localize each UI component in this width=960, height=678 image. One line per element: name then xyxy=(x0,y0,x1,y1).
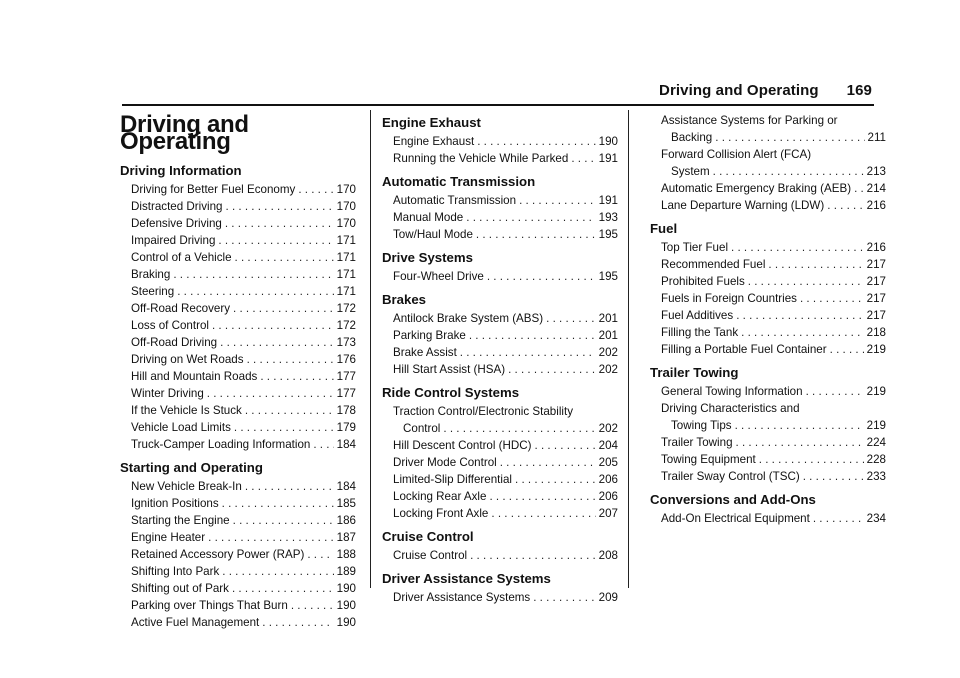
toc-entry-page: 184 xyxy=(336,438,356,451)
toc-entry-page: 179 xyxy=(336,421,356,434)
toc-entry-label: Defensive Driving xyxy=(131,217,222,230)
toc-entry-label: Driver Assistance Systems xyxy=(393,591,531,604)
toc-entry-page: 190 xyxy=(598,135,618,148)
toc-entry-label: Running the Vehicle While Parked xyxy=(393,152,569,165)
dot-leader xyxy=(233,512,334,529)
toc-entry[interactable] xyxy=(650,324,886,341)
dot-leader xyxy=(500,454,596,471)
toc-entry[interactable] xyxy=(650,197,886,214)
toc-entry-page: 195 xyxy=(598,228,618,241)
dot-leader xyxy=(245,402,334,419)
toc-entry-page: 206 xyxy=(598,490,618,503)
toc-entry[interactable] xyxy=(120,351,356,368)
toc-entry[interactable] xyxy=(650,307,886,324)
toc-entry-label: If the Vehicle Is Stuck xyxy=(131,404,242,417)
toc-entry-label: Cruise Control xyxy=(393,549,468,562)
toc-entry-page: 191 xyxy=(598,152,618,165)
dot-leader xyxy=(234,419,334,436)
toc-entry-page: 216 xyxy=(866,241,886,254)
dot-leader xyxy=(262,614,333,631)
toc-entry-page: 170 xyxy=(336,217,356,230)
toc-entry-label: Filling the Tank xyxy=(661,326,739,339)
toc-entry[interactable] xyxy=(120,300,356,317)
toc-entry-label: Four-Wheel Drive xyxy=(393,270,484,283)
toc-entry-page: 233 xyxy=(866,470,886,483)
dot-leader xyxy=(713,163,864,180)
toc-entry-page: 207 xyxy=(598,507,618,520)
dot-leader xyxy=(803,468,864,485)
toc-entry-label: Top Tier Fuel xyxy=(661,241,729,254)
toc-entry-page: 208 xyxy=(598,549,618,562)
dot-leader xyxy=(748,273,864,290)
toc-entry[interactable] xyxy=(382,226,618,243)
toc-entry[interactable] xyxy=(120,215,356,232)
toc-entry-label-line1: Forward Collision Alert (FCA) xyxy=(661,148,812,161)
toc-entry[interactable] xyxy=(382,403,618,437)
toc-entry[interactable] xyxy=(382,437,618,454)
toc-entry-page: 186 xyxy=(336,514,356,527)
dot-leader xyxy=(220,334,334,351)
dot-leader xyxy=(759,451,864,468)
running-header-chapter: Driving and Operating xyxy=(659,82,819,99)
dot-leader xyxy=(813,510,864,527)
toc-entry-label: Tow/Haul Mode xyxy=(393,228,473,241)
toc-entry-page: 216 xyxy=(866,199,886,212)
toc-section xyxy=(650,112,886,214)
dot-leader xyxy=(247,351,334,368)
toc-entry-label: Fuel Additives xyxy=(661,309,734,322)
toc-entry[interactable] xyxy=(120,317,356,334)
toc-entry-label-line1: Driving Characteristics and xyxy=(661,402,800,415)
dot-leader xyxy=(212,317,334,334)
toc-entry-label: Control xyxy=(403,422,441,435)
toc-entry[interactable] xyxy=(650,239,886,256)
toc-entry-label: Parking Brake xyxy=(393,329,466,342)
running-header xyxy=(659,82,872,99)
toc-section xyxy=(382,249,618,285)
column-divider xyxy=(370,110,371,588)
toc-entry-label-line1: Assistance Systems for Parking or xyxy=(661,114,838,127)
toc-entry-page: 219 xyxy=(866,419,886,432)
toc-entry-page: 171 xyxy=(336,268,356,281)
toc-section xyxy=(650,491,886,527)
toc-entry-page: 213 xyxy=(866,165,886,178)
toc-entry-page: 217 xyxy=(866,309,886,322)
dot-leader xyxy=(260,368,333,385)
toc-entry-page: 178 xyxy=(336,404,356,417)
toc-entry[interactable] xyxy=(120,614,356,631)
toc-entry[interactable] xyxy=(382,361,618,378)
toc-column-1 xyxy=(120,112,356,637)
dot-leader xyxy=(222,563,333,580)
toc-entry[interactable] xyxy=(120,478,356,495)
toc-section xyxy=(382,384,618,522)
section-title: Starting and Operating xyxy=(120,460,263,475)
toc-entry-page: 205 xyxy=(598,456,618,469)
toc-entry-page: 170 xyxy=(336,200,356,213)
toc-entry-page: 214 xyxy=(866,182,886,195)
toc-entry-label: Hill Start Assist (HSA) xyxy=(393,363,506,376)
toc-entry-page: 228 xyxy=(866,453,886,466)
toc-section xyxy=(120,459,356,631)
toc-entry-label: Shifting Into Park xyxy=(131,565,220,578)
toc-entry-label: Trailer Sway Control (TSC) xyxy=(661,470,800,483)
dot-leader xyxy=(476,226,596,243)
toc-entry-label: Hill and Mountain Roads xyxy=(131,370,258,383)
toc-entry-page: 170 xyxy=(336,183,356,196)
toc-entry-label: Truck-Camper Loading Information xyxy=(131,438,311,451)
dot-leader xyxy=(466,209,595,226)
dot-leader xyxy=(307,546,333,563)
toc-entry-page: 184 xyxy=(336,480,356,493)
toc-entry[interactable] xyxy=(120,546,356,563)
toc-entry[interactable] xyxy=(120,266,356,283)
toc-entry[interactable] xyxy=(120,249,356,266)
toc-entry[interactable] xyxy=(120,232,356,249)
toc-entry-label: Lane Departure Warning (LDW) xyxy=(661,199,825,212)
toc-entry[interactable] xyxy=(650,400,886,434)
dot-leader xyxy=(736,307,863,324)
toc-entry-page: 177 xyxy=(336,387,356,400)
toc-entry[interactable] xyxy=(650,510,886,527)
toc-entry-page: 188 xyxy=(336,548,356,561)
toc-entry-label: Starting the Engine xyxy=(131,514,230,527)
section-title: Ride Control Systems xyxy=(382,385,520,400)
toc-entry[interactable] xyxy=(120,529,356,546)
dot-leader xyxy=(515,471,596,488)
dot-leader xyxy=(487,268,596,285)
toc-entry-page: 171 xyxy=(336,234,356,247)
toc-entry-label: Locking Rear Axle xyxy=(393,490,487,503)
toc-entry[interactable] xyxy=(382,488,618,505)
toc-entry-label: Control of a Vehicle xyxy=(131,251,232,264)
toc-entry[interactable] xyxy=(120,385,356,402)
toc-entry-label: Filling a Portable Fuel Container xyxy=(661,343,827,356)
dot-leader xyxy=(469,327,596,344)
toc-section xyxy=(382,173,618,243)
toc-entry-page: 202 xyxy=(598,363,618,376)
toc-entry-label: Manual Mode xyxy=(393,211,464,224)
toc-entry[interactable] xyxy=(120,334,356,351)
toc-entry-page: 176 xyxy=(336,353,356,366)
toc-entry[interactable] xyxy=(650,341,886,358)
dot-leader xyxy=(827,197,863,214)
running-header-page-number: 169 xyxy=(846,82,872,99)
toc-entry-page: 202 xyxy=(598,422,618,435)
toc-entry[interactable] xyxy=(120,512,356,529)
toc-entry-label: Engine Exhaust xyxy=(393,135,475,148)
toc-entry-label: Towing Equipment xyxy=(661,453,756,466)
dot-leader xyxy=(854,180,864,197)
dot-leader xyxy=(218,232,333,249)
toc-entry[interactable] xyxy=(382,454,618,471)
dot-leader xyxy=(477,133,595,150)
toc-entry-page: 193 xyxy=(598,211,618,224)
toc-entry-label: Parking over Things That Burn xyxy=(131,599,288,612)
toc-entry-page: 219 xyxy=(866,385,886,398)
dot-leader xyxy=(519,192,596,209)
toc-entry-page: 190 xyxy=(336,616,356,629)
toc-entry[interactable] xyxy=(382,547,618,564)
toc-entry[interactable] xyxy=(382,209,618,226)
section-title: Brakes xyxy=(382,292,426,307)
toc-entry-page: 204 xyxy=(598,439,618,452)
toc-entry[interactable] xyxy=(120,563,356,580)
toc-entry-label-line1: Traction Control/Electronic Stability xyxy=(393,405,573,418)
dot-leader xyxy=(535,437,596,454)
toc-entry-label: Shifting out of Park xyxy=(131,582,229,595)
toc-entry-label: Towing Tips xyxy=(671,419,732,432)
toc-entry[interactable] xyxy=(382,150,618,167)
toc-entry[interactable] xyxy=(382,133,618,150)
toc-entry-label: Limited-Slip Differential xyxy=(393,473,512,486)
toc-column-2 xyxy=(382,112,618,612)
section-title: Automatic Transmission xyxy=(382,174,536,189)
section-title: Cruise Control xyxy=(382,529,474,544)
toc-entry[interactable] xyxy=(650,112,886,146)
column-divider xyxy=(628,110,629,588)
toc-column-3 xyxy=(650,112,886,533)
toc-entry-label: Backing xyxy=(671,131,713,144)
toc-entry[interactable] xyxy=(120,283,356,300)
toc-entry[interactable] xyxy=(120,436,356,453)
toc-entry-page: 190 xyxy=(336,582,356,595)
toc-section xyxy=(650,220,886,358)
toc-entry-page: 172 xyxy=(336,302,356,315)
section-title: Drive Systems xyxy=(382,250,473,265)
section-title: Fuel xyxy=(650,221,678,236)
toc-entry[interactable] xyxy=(120,419,356,436)
toc-entry[interactable] xyxy=(382,505,618,522)
toc-entry-label: Automatic Emergency Braking (AEB) xyxy=(661,182,852,195)
toc-entry[interactable] xyxy=(120,495,356,512)
toc-entry-label: Driving for Better Fuel Economy xyxy=(131,183,296,196)
toc-entry-label: System xyxy=(671,165,710,178)
toc-entry-label: Trailer Towing xyxy=(661,436,733,449)
toc-entry-page: 218 xyxy=(866,326,886,339)
section-title: Engine Exhaust xyxy=(382,115,481,130)
dot-leader xyxy=(731,239,864,256)
toc-entry[interactable] xyxy=(650,468,886,485)
dot-leader xyxy=(470,547,596,564)
toc-entry[interactable] xyxy=(650,146,886,180)
toc-entry-label: Ignition Positions xyxy=(131,497,219,510)
toc-entry-page: 217 xyxy=(866,258,886,271)
toc-entry-label: Distracted Driving xyxy=(131,200,223,213)
toc-entry-page: 209 xyxy=(598,591,618,604)
section-title: Conversions and Add-Ons xyxy=(650,492,816,507)
toc-entry-page: 219 xyxy=(866,343,886,356)
toc-entry-page: 173 xyxy=(336,336,356,349)
toc-entry[interactable] xyxy=(120,368,356,385)
dot-leader xyxy=(232,580,334,597)
dot-leader xyxy=(291,597,334,614)
toc-entry-label: Fuels in Foreign Countries xyxy=(661,292,797,305)
toc-entry[interactable] xyxy=(650,451,886,468)
section-title: Trailer Towing xyxy=(650,365,739,380)
toc-entry[interactable] xyxy=(382,268,618,285)
toc-entry-page: 187 xyxy=(336,531,356,544)
dot-leader xyxy=(208,529,334,546)
toc-entry-page: 195 xyxy=(598,270,618,283)
toc-entry[interactable] xyxy=(120,402,356,419)
toc-entry-page: 172 xyxy=(336,319,356,332)
toc-entry-label: Braking xyxy=(131,268,171,281)
section-title: Driver Assistance Systems xyxy=(382,571,551,586)
dot-leader xyxy=(173,266,333,283)
dot-leader xyxy=(830,341,864,358)
toc-entry-page: 206 xyxy=(598,473,618,486)
toc-entry-page: 201 xyxy=(598,329,618,342)
toc-entry-page: 171 xyxy=(336,285,356,298)
toc-entry-label: Automatic Transmission xyxy=(393,194,517,207)
toc-entry-label: Engine Heater xyxy=(131,531,206,544)
dot-leader xyxy=(489,488,595,505)
dot-leader xyxy=(235,249,334,266)
toc-entry-page: 171 xyxy=(336,251,356,264)
toc-entry-page: 211 xyxy=(867,131,886,144)
toc-entry-page: 185 xyxy=(336,497,356,510)
toc-section xyxy=(382,114,618,167)
dot-leader xyxy=(443,420,595,437)
toc-entry[interactable] xyxy=(650,180,886,197)
toc-entry[interactable] xyxy=(650,383,886,400)
dot-leader xyxy=(313,436,333,453)
toc-entry[interactable] xyxy=(382,192,618,209)
toc-entry-label: Recommended Fuel xyxy=(661,258,766,271)
toc-entry-label: General Towing Information xyxy=(661,385,803,398)
toc-entry-label: Active Fuel Management xyxy=(131,616,260,629)
toc-entry-page: 190 xyxy=(336,599,356,612)
dot-leader xyxy=(533,589,595,606)
toc-entry[interactable] xyxy=(650,273,886,290)
dot-leader xyxy=(233,300,334,317)
toc-entry-label: Antilock Brake System (ABS) xyxy=(393,312,544,325)
toc-section xyxy=(120,162,356,453)
dot-leader xyxy=(768,256,863,273)
dot-leader xyxy=(571,150,595,167)
toc-section xyxy=(650,364,886,485)
toc-entry[interactable] xyxy=(650,290,886,307)
toc-entry-page: 217 xyxy=(866,275,886,288)
toc-entry-page: 224 xyxy=(866,436,886,449)
dot-leader xyxy=(735,417,864,434)
toc-entry-label: Driver Mode Control xyxy=(393,456,497,469)
toc-entry[interactable] xyxy=(120,181,356,198)
toc-entry-label: Prohibited Fuels xyxy=(661,275,745,288)
dot-leader xyxy=(225,215,334,232)
dot-leader xyxy=(546,310,596,327)
dot-leader xyxy=(222,495,334,512)
dot-leader xyxy=(298,181,333,198)
toc-entry-label: Retained Accessory Power (RAP) xyxy=(131,548,305,561)
toc-entry-label: Vehicle Load Limits xyxy=(131,421,231,434)
section-title: Driving Information xyxy=(120,163,242,178)
toc-entry-label: Winter Driving xyxy=(131,387,204,400)
toc-entry[interactable] xyxy=(120,198,356,215)
toc-entry-label: Locking Front Axle xyxy=(393,507,489,520)
header-rule xyxy=(122,104,874,106)
dot-leader xyxy=(736,434,864,451)
toc-entry-label: Off-Road Recovery xyxy=(131,302,231,315)
dot-leader xyxy=(177,283,333,300)
dot-leader xyxy=(715,129,864,146)
dot-leader xyxy=(207,385,334,402)
dot-leader xyxy=(508,361,596,378)
toc-entry-page: 177 xyxy=(336,370,356,383)
toc-entry[interactable] xyxy=(120,580,356,597)
toc-entry-label: Driving on Wet Roads xyxy=(131,353,244,366)
dot-leader xyxy=(460,344,596,361)
dot-leader xyxy=(741,324,864,341)
toc-entry[interactable] xyxy=(382,344,618,361)
toc-entry-label: Impaired Driving xyxy=(131,234,216,247)
dot-leader xyxy=(226,198,334,215)
dot-leader xyxy=(800,290,864,307)
toc-entry-label: Off-Road Driving xyxy=(131,336,218,349)
toc-entry-page: 191 xyxy=(598,194,618,207)
chapter-title: Driving and Operating xyxy=(120,111,249,155)
toc-entry-page: 217 xyxy=(866,292,886,305)
toc-section xyxy=(382,291,618,378)
toc-entry[interactable] xyxy=(382,471,618,488)
toc-entry-label: Brake Assist xyxy=(393,346,457,359)
toc-entry[interactable] xyxy=(650,256,886,273)
toc-entry-label: Add-On Electrical Equipment xyxy=(661,512,810,525)
dot-leader xyxy=(491,505,595,522)
toc-entry-page: 201 xyxy=(598,312,618,325)
dot-leader xyxy=(806,383,864,400)
toc-entry[interactable] xyxy=(382,589,618,606)
toc-entry-label: New Vehicle Break-In xyxy=(131,480,242,493)
toc-entry-label: Loss of Control xyxy=(131,319,209,332)
toc-entry-label: Steering xyxy=(131,285,175,298)
toc-entry-page: 202 xyxy=(598,346,618,359)
toc-entry[interactable] xyxy=(650,434,886,451)
toc-entry-page: 234 xyxy=(866,512,886,525)
dot-leader xyxy=(245,478,334,495)
toc-entry[interactable] xyxy=(382,310,618,327)
toc-entry[interactable] xyxy=(120,597,356,614)
toc-section xyxy=(382,570,618,606)
toc-entry[interactable] xyxy=(382,327,618,344)
toc-entry-page: 189 xyxy=(336,565,356,578)
toc-section xyxy=(382,528,618,564)
toc-entry-label: Hill Descent Control (HDC) xyxy=(393,439,532,452)
